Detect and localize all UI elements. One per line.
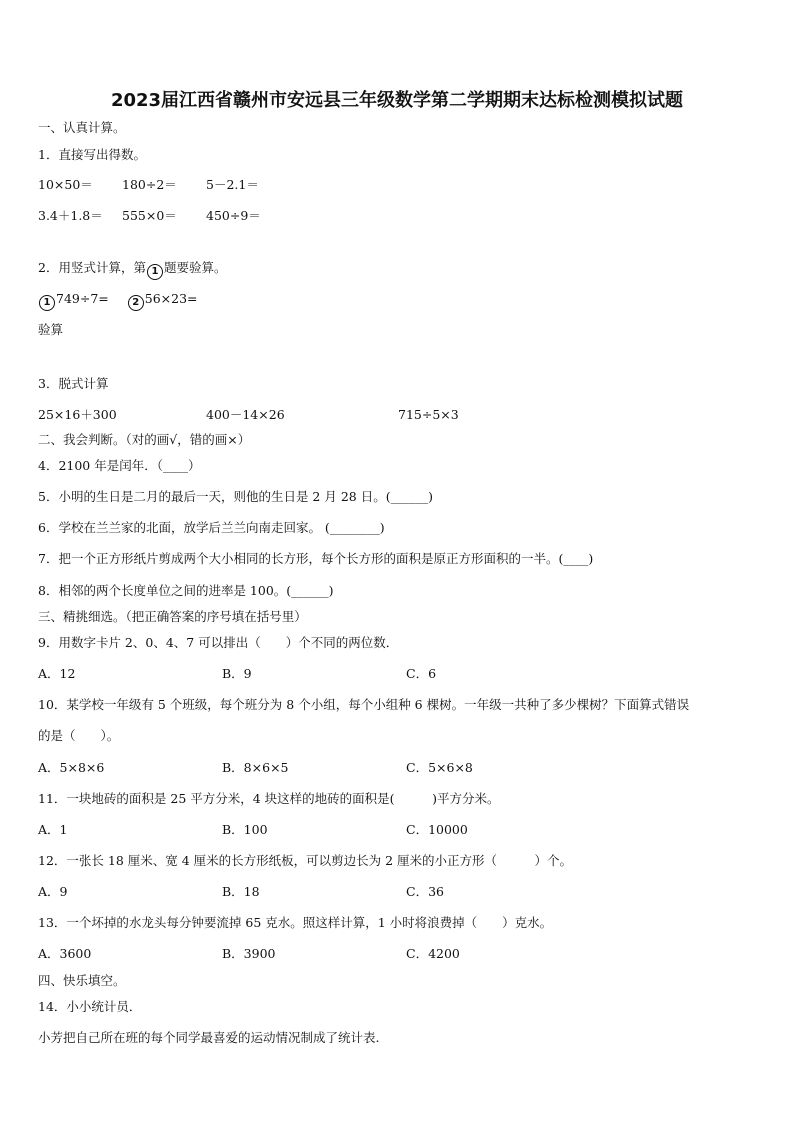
question-9: 9．用数字卡片 2、0、4、7 可以排出（ ）个不同的两位数． bbox=[38, 635, 399, 650]
question-3-prompt: 3．脱式计算 bbox=[38, 376, 109, 391]
q9-option-a: A．12 bbox=[38, 666, 76, 681]
section-4-heading: 四、快乐填空。 bbox=[38, 973, 126, 988]
question-5: 5．小明的生日是二月的最后一天，则他的生日是 2 月 28 日。(______) bbox=[38, 489, 433, 504]
q1-row2-item2: 555×0＝ bbox=[122, 208, 177, 223]
section-1-heading: 一、认真计算。 bbox=[38, 120, 126, 135]
question-10-line1: 10．某学校一年级有 5 个班级，每个班分为 8 个小组，每个小组种 6 棵树。一年级一共种了多少棵树？下面算式错误 bbox=[38, 697, 690, 712]
page-title: 2023届江西省赣州市安远县三年级数学第二学期期末达标检测模拟试题 bbox=[110, 90, 684, 111]
q11-option-c: C．10000 bbox=[406, 822, 468, 837]
question-6: 6．学校在兰兰家的北面，放学后兰兰向南走回家。 (________) bbox=[38, 520, 385, 535]
q11-option-b: B．100 bbox=[222, 822, 268, 837]
section-3-heading: 三、精挑细选。（把正确答案的序号填在括号里） bbox=[38, 609, 307, 624]
q1-row1-item2: 180÷2＝ bbox=[122, 177, 177, 192]
section-2-heading: 二、我会判断。（对的画√，错的画×） bbox=[38, 432, 251, 447]
q9-option-b: B．9 bbox=[222, 666, 252, 681]
question-1-prompt: 1．直接写出得数。 bbox=[38, 147, 146, 162]
question-14: 14．小小统计员． bbox=[38, 999, 142, 1014]
q3-item3: 715÷5×3 bbox=[398, 407, 459, 422]
question-12: 12．一张长 18 厘米、宽 4 厘米的长方形纸板，可以剪边长为 2 厘米的小正方形（ ）个。 bbox=[38, 853, 573, 868]
q2-prompt-post: 题要验算。 bbox=[163, 260, 227, 275]
circled-number: 2 bbox=[128, 295, 144, 311]
q3-item1: 25×16＋300 bbox=[38, 407, 117, 422]
question-11: 11．一块地砖的面积是 25 平方分米，4 块这样的地砖的面积是( )平方分米。 bbox=[38, 791, 500, 806]
q2-prompt-pre: 2．用竖式计算，第 bbox=[38, 260, 146, 275]
question-7: 7．把一个正方形纸片剪成两个大小相同的长方形，每个长方形的面积是原正方形面积的一半。(____) bbox=[38, 551, 594, 566]
q3-item2: 400－14×26 bbox=[206, 407, 285, 422]
q2-items bbox=[38, 291, 198, 311]
question-14-description: 小芳把自己所在班的每个同学最喜爱的运动情况制成了统计表. bbox=[38, 1030, 380, 1045]
q11-option-a: A．1 bbox=[38, 822, 68, 837]
q13-option-c: C．4200 bbox=[406, 946, 460, 961]
question-2-prompt bbox=[38, 260, 226, 280]
q1-row2-item1: 3.4＋1.8＝ bbox=[38, 208, 103, 223]
q10-option-a: A．5×8×6 bbox=[38, 760, 105, 775]
check-label: 验算 bbox=[38, 322, 64, 337]
circled-number: 1 bbox=[39, 295, 55, 311]
q13-option-b: B．3900 bbox=[222, 946, 276, 961]
question-4: 4．2100 年是闰年．（____） bbox=[38, 458, 201, 473]
q13-option-a: A．3600 bbox=[38, 946, 92, 961]
q2-item2: 56×23= bbox=[144, 291, 198, 306]
q1-row1-item3: 5－2.1＝ bbox=[206, 177, 259, 192]
q2-item1: 749÷7= bbox=[56, 291, 109, 306]
q12-option-a: A．9 bbox=[38, 884, 68, 899]
question-10-line2: 的是（ ）。 bbox=[38, 728, 120, 743]
q12-option-b: B．18 bbox=[222, 884, 260, 899]
question-13: 13．一个坏掉的水龙头每分钟要流掉 65 克水。照这样计算，1 小时将浪费掉（ ）克水。 bbox=[38, 915, 553, 930]
q1-row2-item3: 450÷9＝ bbox=[206, 208, 261, 223]
q10-option-b: B．8×6×5 bbox=[222, 760, 289, 775]
circled-number: 1 bbox=[147, 264, 163, 280]
q10-option-c: C．5×6×8 bbox=[406, 760, 473, 775]
q12-option-c: C．36 bbox=[406, 884, 444, 899]
q9-option-c: C．6 bbox=[406, 666, 437, 681]
question-8: 8．相邻的两个长度单位之间的进率是 100。(______) bbox=[38, 583, 334, 598]
q1-row1-item1: 10×50＝ bbox=[38, 177, 93, 192]
